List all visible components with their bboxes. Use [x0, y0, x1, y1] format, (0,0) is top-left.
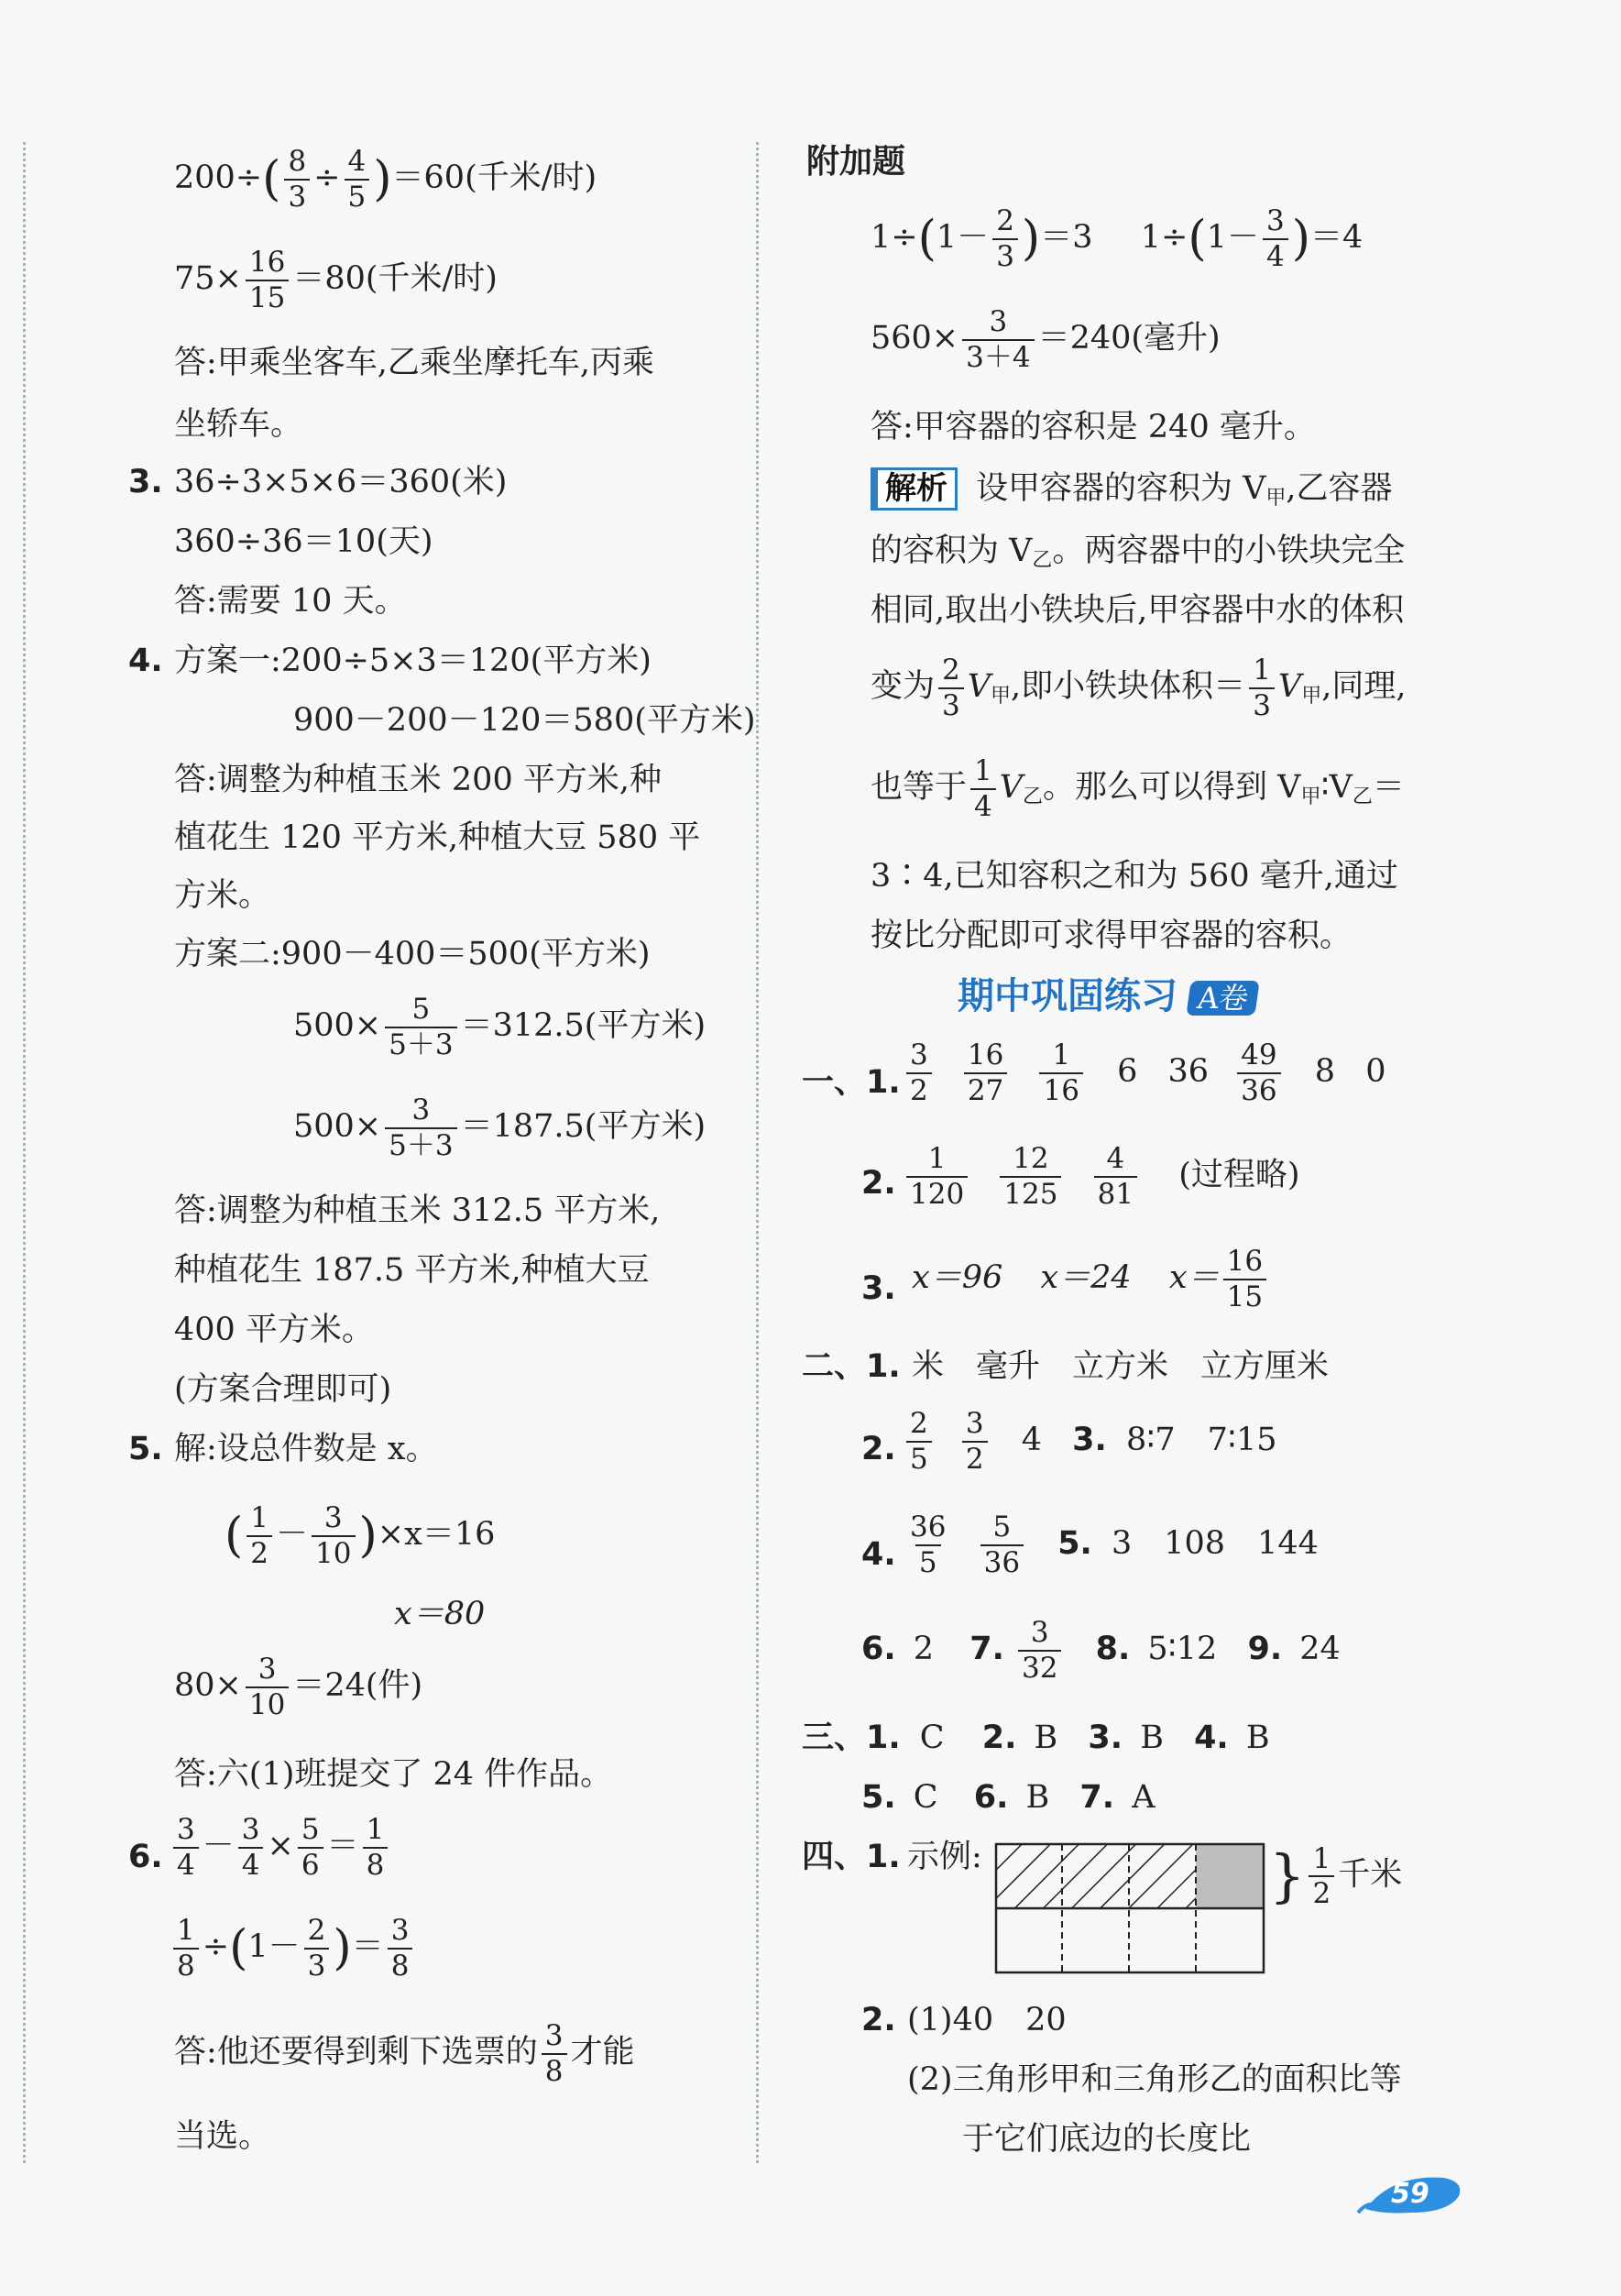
answer-row: 于它们底边的长度比 [962, 2121, 1252, 2158]
question-number: 2. [861, 1431, 896, 1467]
section-label: 四、1. [802, 1839, 901, 1875]
section-label: 二、1. [802, 1348, 901, 1385]
answer-text: 400 平方米。 [174, 1312, 374, 1348]
answer-row: $\frac{1}{120}$ $\frac{12}{125}$ $\frac{4}{81}$ (过程略) [903, 1144, 1300, 1209]
answer-text: 种植花生 187.5 平方米,种植大豆 [174, 1252, 650, 1289]
calc-line: 方案一:200÷5×3＝120(平方米) [174, 643, 652, 679]
calc-line: 方案二:900－400＝500(平方米) [174, 936, 651, 972]
calc-line: ( $\frac{1}{2}$ － $\frac{3}{10}$ )×x＝16 [225, 1501, 496, 1570]
answer-text: 答:调整为种植玉米 200 平方米,种 [174, 762, 662, 798]
calc-line: 500× $\frac{3}{5+3}$ ＝187.5(平方米) [293, 1093, 706, 1162]
paper-badge: A卷 [1186, 981, 1260, 1016]
calc-line: 36÷3×5×6＝360(米) [174, 464, 508, 500]
analysis-line: 的容积为 $V_乙$。两容器中的小铁块完全 [871, 533, 1406, 572]
answer-row: $\frac{36}{5}$ $\frac{5}{36}$ 5. 3 108 144 [910, 1511, 1319, 1579]
line-speed-1: 200÷( $\frac{8}{3}$ ÷ $\frac{4}{5}$ )＝60(千米/时) [174, 145, 597, 214]
calc-line: $\frac{1}{8}$ ÷(1－ $\frac{2}{3}$ )＝ $\frac{3}{8}$ [170, 1916, 416, 1981]
calc-line: 1÷(1－ $\frac{2}{3}$ )＝3 1÷(1－ $\frac{3}{4}$ )＝4 [871, 204, 1364, 273]
answer-text: 答:六(1)班提交了 24 件作品。 [174, 1756, 613, 1793]
hatched-area [996, 1844, 1196, 1908]
question-number: 2. [861, 2002, 896, 2038]
answer-text: 方米。 [174, 877, 271, 914]
answer-row: $\frac{2}{5}$ $\frac{3}{2}$ 4 3. 8∶7 7∶15 [903, 1409, 1277, 1474]
answer-row: 6. 2 7. $\frac{3}{32}$ 8. 5∶12 9. 24 [861, 1616, 1341, 1685]
question-number: 4. [861, 1536, 896, 1573]
answer-row: 米 毫升 立方米 立方厘米 [912, 1348, 1330, 1385]
analysis-badge: 解析 [871, 467, 958, 511]
answer-row: 5. C 6. B 7. A [861, 1779, 1156, 1816]
note-text: (方案合理即可) [174, 1371, 392, 1408]
answer-text: 当选。 [174, 2118, 271, 2155]
page-number-badge [1356, 2172, 1466, 2218]
answer-row: $\frac{3}{2}$ $\frac{16}{27}$ $\frac{1}{16}$ 6 36 $\frac{49}{36}$ 8 0 [903, 1040, 1386, 1105]
extra-question-title: 附加题 [806, 143, 906, 181]
column-divider [756, 142, 759, 2163]
answer-text: 答:甲乘坐客车,乙乘坐摩托车,丙乘 [174, 345, 655, 381]
rectangle-diagram [994, 1842, 1269, 1980]
answer-text: 植花生 120 平方米,种植大豆 580 平 [174, 819, 701, 856]
section-title: 期中巩固练习 [958, 975, 1177, 1017]
shaded-area [1196, 1844, 1264, 1908]
answer-row: (1)40 20 [907, 2002, 1067, 2038]
question-number: 3. [861, 1270, 896, 1307]
analysis-line: 相同,取出小铁块后,甲容器中水的体积 [871, 592, 1405, 629]
calc-line: 解:设总件数是 x。 [174, 1431, 438, 1467]
question-number: 6. [128, 1839, 163, 1875]
section-header [958, 974, 1257, 1018]
question-number: 3. [128, 464, 163, 500]
left-margin-divider [23, 142, 26, 2163]
answer-text: 答:需要 10 天。 [174, 583, 407, 620]
example-label: 示例: [907, 1839, 982, 1875]
analysis-line: 按比分配即可求得甲容器的容积。 [871, 917, 1353, 954]
analysis-line: 解析 设甲容器的容积为 $V_甲$,乙容器 [871, 467, 1393, 511]
answer-text: 坐轿车。 [174, 406, 303, 443]
fraction: $\frac{8}{3}$ [284, 147, 310, 212]
answer-row: (2)三角形甲和三角形乙的面积比等 [907, 2061, 1402, 2098]
section-label: 一、1. [802, 1064, 901, 1101]
question-number: 2. [861, 1165, 896, 1202]
analysis-line: 变为 $\frac{2}{3}$ $V_甲$,即小铁块体积＝ $\frac{1}{3}$ $V_甲$,同理, [871, 654, 1407, 722]
analysis-line: 也等于 $\frac{1}{4}$ $V_乙$。那么可以得到 $V_甲∶V_乙=$ [871, 754, 1405, 823]
answer-row: 三、1. C 2. B 3. B 4. B [802, 1719, 1270, 1756]
calc-line: x＝80 [394, 1596, 486, 1632]
page-number: 59 [1391, 2178, 1429, 2210]
line-speed-2: 75× $\frac{16}{15}$ ＝80(千米/时) [174, 246, 498, 314]
brace-label: } $\frac{1}{2}$ 千米 [1269, 1841, 1403, 1911]
calc-line: 500× $\frac{5}{5+3}$ ＝312.5(平方米) [293, 993, 706, 1061]
calc-line: 560× $\frac{3}{3+4}$ ＝240(毫升) [871, 305, 1221, 374]
calc-line: 360÷36＝10(天) [174, 523, 433, 560]
answer-text: 答:调整为种植玉米 312.5 平方米, [174, 1192, 661, 1229]
question-number: 5. [128, 1431, 163, 1467]
analysis-line: 3∶4,已知容积之和为 560 毫升,通过 [871, 858, 1398, 895]
calc-line: 900－200－120＝580(平方米) [293, 702, 756, 739]
answer-row: x＝96 x＝24 x＝ $\frac{16}{15}$ [912, 1247, 1270, 1312]
calc-line: $\frac{3}{4}$ － $\frac{3}{4}$ × $\frac{5}{6}$ ＝ $\frac{1}{8}$ [170, 1815, 391, 1880]
answer-text: 答:他还要得到剩下选票的 $\frac{3}{8}$ 才能 [174, 2019, 635, 2088]
answer-text: 答:甲容器的容积是 240 毫升。 [871, 409, 1316, 445]
calc-line: 80× $\frac{3}{10}$ ＝24(件) [174, 1653, 423, 1721]
question-number: 4. [128, 643, 163, 679]
